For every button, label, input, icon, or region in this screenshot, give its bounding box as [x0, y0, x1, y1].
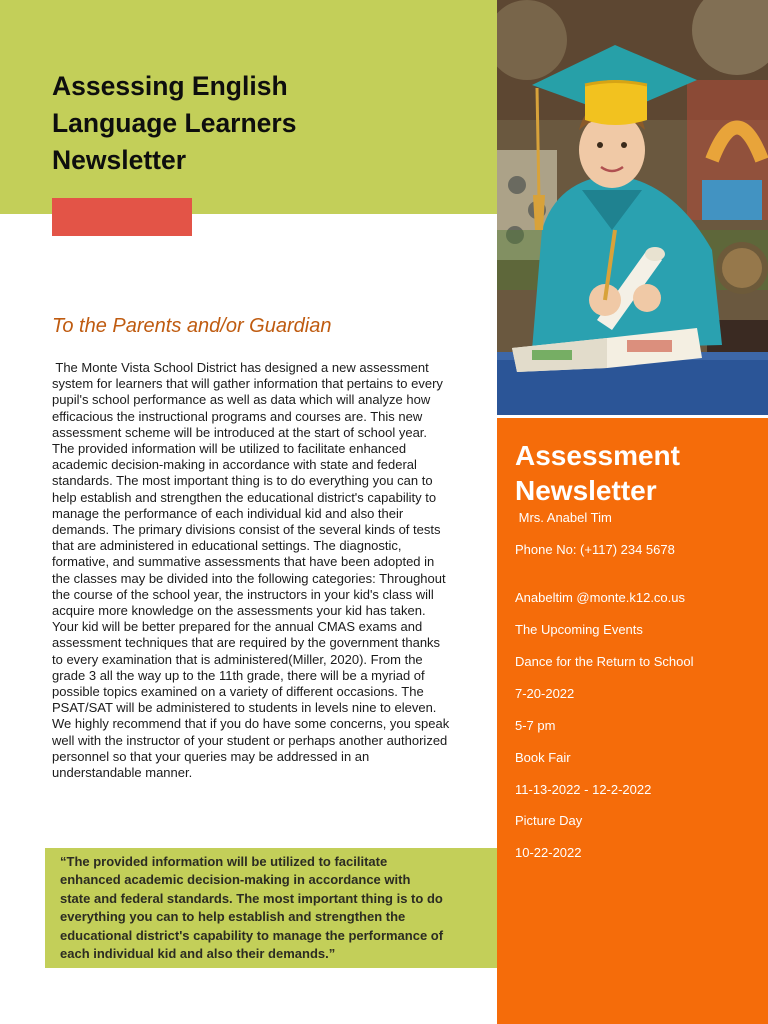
event-2-name: Book Fair	[515, 750, 571, 765]
body-line: system for learners that will gather information that pertains to every	[52, 376, 443, 392]
body-line: the course of the school year, the instructors in your kid's class will	[52, 586, 434, 602]
newsletter-title	[52, 68, 482, 179]
body-line: that are administered in educational settings. The diagnostic,	[52, 538, 402, 554]
greeting-heading: To the Parents and/or Guardian	[52, 315, 332, 337]
author-name: Mrs. Anabel Tim	[515, 510, 612, 525]
body-line: well with the instructor of your student or perhaps another authorized	[52, 732, 448, 748]
event-1-time: 5-7 pm	[515, 718, 556, 733]
body-line: standards. The most important thing is to do everything you can to	[52, 473, 433, 489]
event-3-name: Picture Day	[515, 813, 583, 828]
body-line: The Monte Vista School District has designed a new assessment	[52, 360, 429, 375]
body-line: assessment techniques that are required by the government thanks	[52, 635, 441, 651]
title-line-1: Assessing English	[52, 71, 288, 101]
title-line-2: Language Learners	[52, 108, 297, 138]
body-line: help establish and strengthen the educational district's capability to	[52, 489, 437, 505]
body-line: PSAT/SAT will be administered to students in levels nine to eleven.	[52, 700, 437, 716]
body-line: assessment scheme will be introduced at the start of school year.	[52, 424, 428, 440]
body-line: the classes may be divided into the following categories: Throughout	[52, 570, 446, 586]
body-line: grade 3 all the way up to the 11th grade, there will be a myriad of	[52, 667, 425, 683]
body-line: possible topics examined on a variety of different occasions. The	[52, 684, 424, 700]
sidebar-title-line-1: Assessment	[515, 440, 680, 471]
body-line: acquire more knowledge on the assessments your kid has taken.	[52, 603, 426, 619]
quote-line: “The provided information will be utilized to facilitate	[60, 854, 388, 869]
body-line: manage the performance of each individual kid and also their	[52, 505, 404, 521]
body-line: academic decision-making in accordance with state and federal	[52, 457, 417, 473]
event-1-date: 7-20-2022	[515, 686, 575, 701]
body-line: formative, and summative assessments that have been adopted in	[52, 554, 435, 570]
body-line: The provided information will be utilized to facilitate enhanced	[52, 441, 407, 457]
quote-line: state and federal standards. The most important thing is to do	[60, 890, 443, 906]
sidebar-title	[515, 438, 755, 508]
body-line: Your kid will be better prepared for the annual CMAS exams and	[52, 619, 423, 635]
events-heading: The Upcoming Events	[515, 622, 643, 637]
quote-line: enhanced academic decision-making in accordance with	[60, 872, 411, 888]
sidebar-title-line-2: Newsletter	[515, 475, 657, 506]
body-line: to every examination that is administered(Miller, 2020). From the	[52, 651, 423, 667]
accent-bar	[52, 198, 192, 236]
event-2-date: 11-13-2022 - 12-2-2022	[515, 782, 652, 797]
body-line: We highly recommend that if you do have some concerns, you speak	[52, 716, 450, 732]
event-1-name: Dance for the Return to School	[515, 654, 694, 669]
body-line: personnel so that your queries may be addressed in an	[52, 748, 370, 764]
body-line: efficacious the instructional programs and courses are. This new	[52, 408, 423, 424]
pull-quote	[60, 853, 490, 963]
body-line: demands. The primary divisions consist of the several kinds of tests	[52, 522, 441, 538]
quote-line: educational district's capability to manage the performance of	[60, 927, 444, 943]
email-address: Anabeltim @monte.k12.co.us	[515, 590, 686, 605]
child-graduate-photo	[497, 0, 768, 415]
quote-line: everything you can to help establish and strengthen the	[60, 909, 406, 925]
quote-line: each individual kid and also their demands.”	[60, 946, 336, 962]
body-line: pupil's school performance as well as data which will analyze how	[52, 392, 431, 408]
title-line-3: Newsletter	[52, 145, 187, 175]
event-3-date: 10-22-2022	[515, 845, 582, 860]
phone-number: Phone No: (+117) 234 5678	[515, 542, 675, 557]
child-in-graduation-cap-icon	[497, 0, 768, 415]
body-line: understandable manner.	[52, 765, 193, 781]
body-text	[52, 360, 482, 781]
